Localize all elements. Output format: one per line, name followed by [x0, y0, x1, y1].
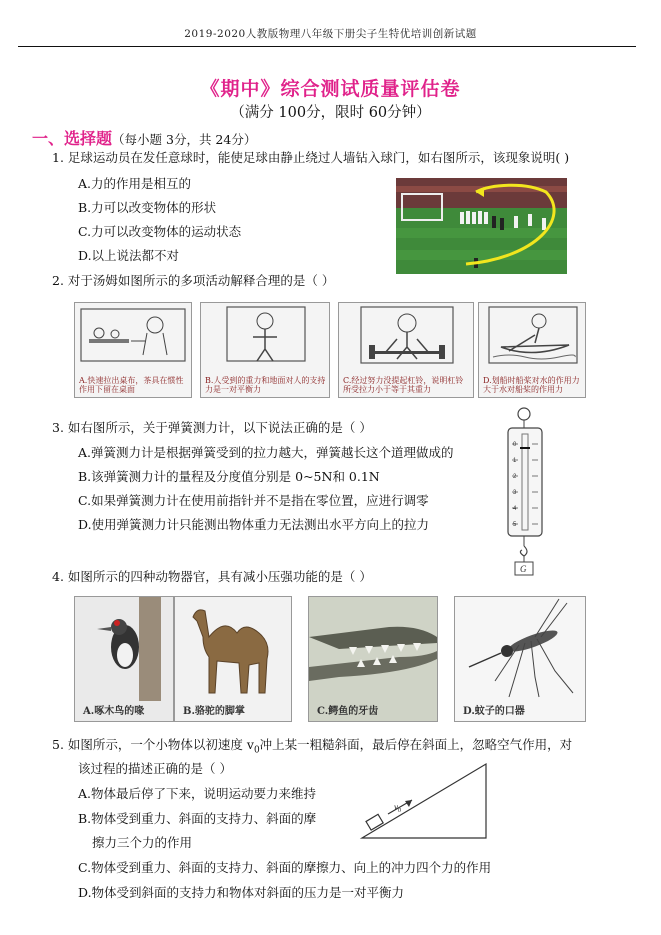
header-rule	[18, 46, 636, 47]
q2-caption-b: B.人受到的重力和地面对人的支持力是一对平衡力	[205, 375, 326, 394]
section-note: （每小题 3分，共 24分）	[112, 132, 257, 147]
question-5-line2: 该过程的描述正确的是（ ）	[78, 761, 232, 776]
scale-number-2: 2	[513, 474, 517, 480]
q1-option-d: D.以上说法都不对	[78, 248, 180, 263]
scale-number-4: 4	[513, 506, 517, 512]
q5-option-c: C.物体受到重力、斜面的支持力、斜面的摩擦力、向上的冲力四个力的作用	[78, 860, 492, 875]
q3-option-c: C.如果弹簧测力计在使用前指针并不是指在零位置，应进行调零	[78, 493, 429, 508]
q3-option-d: D.使用弹簧测力计只能测出物体重力无法测出水平方向上的拉力	[78, 517, 430, 532]
scale-number-1: 1	[513, 458, 517, 464]
weight-label: G	[520, 564, 527, 574]
q3-option-a: A.弹簧测力计是根据弹簧受到的拉力越大，弹簧越长这个道理做成的	[78, 445, 454, 460]
q4-caption-d: D.蚊子的口器	[463, 706, 525, 717]
standing-man-figure	[200, 302, 330, 398]
q4-caption-c: C.鳄鱼的牙齿	[317, 706, 379, 717]
camel-drawing	[175, 597, 293, 701]
question-5	[52, 738, 572, 756]
question-2: 2. 对于汤姆如图所示的多项活动解释合理的是（ ）	[52, 273, 335, 288]
q4-caption-a: A.啄木鸟的喙	[83, 706, 145, 717]
woodpecker-drawing	[75, 597, 175, 701]
page-header: 2019-2020人教版物理八年级下册尖子生特优培训创新试题	[184, 28, 477, 40]
q5-option-b-cont: 擦力三个力的作用	[92, 835, 193, 850]
spring-scale-diagram	[500, 404, 550, 576]
question-1: 1. 足球运动员在发任意球时，能使足球由静止绕过人墙钻入球门，如右图所示，该现象说明( )	[52, 150, 570, 165]
q2-caption-c: C.经过努力没提起杠铃，说明杠铃所受拉力小于等于其重力	[343, 375, 464, 394]
q1-option-a: A.力的作用是相互的	[78, 176, 192, 191]
tablecloth-drawing	[75, 303, 193, 369]
scale-number-0: 0	[513, 442, 517, 448]
question-3: 3. 如右图所示，关于弹簧测力计，以下说法正确的是（ ）	[52, 420, 372, 435]
exam-subtitle: （满分 100分，限时 60分钟）	[230, 105, 431, 121]
section-heading	[32, 126, 256, 149]
barbell-drawing	[339, 303, 475, 369]
exam-title: 《期中》综合测试质量评估卷	[200, 78, 461, 100]
rowing-drawing	[479, 303, 587, 369]
question-4: 4. 如图所示的四种动物器官，具有减小压强功能的是（ ）	[52, 569, 372, 584]
woodpecker-photo	[74, 596, 174, 722]
q5-text-subscript: 0	[253, 745, 260, 756]
tablecloth-figure	[74, 302, 192, 398]
velocity-label: $v_0$	[394, 802, 401, 814]
q5-text-end: 冲上某一粗糙斜面，最后停在斜面上，忽略空气作用，对	[259, 737, 573, 752]
q2-caption-d: D.划船时船桨对水的作用力大于水对船桨的作用力	[483, 375, 580, 394]
camel-photo	[174, 596, 292, 722]
crocodile-photo	[308, 596, 438, 722]
q4-caption-b: B.骆驼的脚掌	[183, 706, 245, 717]
section-label: 一、选择题	[32, 129, 113, 148]
q1-option-b: B.力可以改变物体的形状	[78, 200, 217, 215]
q1-option-c: C.力可以改变物体的运动状态	[78, 224, 242, 239]
scale-number-3: 3	[513, 490, 517, 496]
crocodile-drawing	[309, 597, 439, 701]
q5-option-b: B.物体受到重力、斜面的支持力、斜面的摩	[78, 811, 317, 826]
incline-diagram	[356, 760, 488, 842]
standing-man-drawing	[201, 303, 331, 369]
rowing-figure	[478, 302, 586, 398]
q3-option-b: B.该弹簧测力计的量程及分度值分别是 0~5N和 0.1N	[78, 469, 380, 484]
q5-text-start: 5. 如图所示，一个小物体以初速度 v	[52, 737, 254, 752]
q5-option-a: A.物体最后停了下来，说明运动要力来维持	[78, 786, 317, 801]
scale-number-5: 5	[513, 522, 517, 528]
barbell-figure	[338, 302, 474, 398]
mosquito-photo	[454, 596, 586, 722]
q2-caption-a: A.快速拉出桌布，茶具在惯性作用下留在桌面	[79, 375, 184, 394]
soccer-freekick-photo	[396, 178, 567, 274]
q5-option-d: D.物体受到斜面的支持力和物体对斜面的压力是一对平衡力	[78, 885, 405, 900]
mosquito-drawing	[455, 597, 587, 701]
